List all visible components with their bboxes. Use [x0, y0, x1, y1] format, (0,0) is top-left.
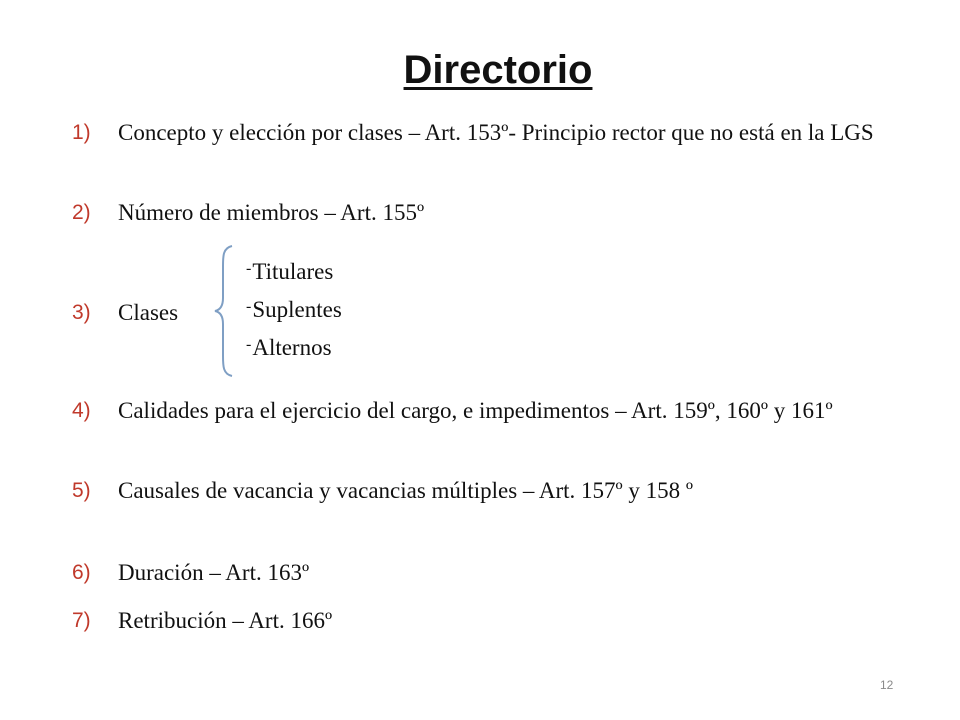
- list-item-5: [72, 476, 904, 506]
- slide-title: [0, 44, 960, 96]
- item-number: 6): [72, 561, 91, 584]
- list-item-1: [72, 118, 904, 148]
- item-text: Duración – Art. 163º: [118, 560, 310, 585]
- item-text: Número de miembros – Art. 155º: [118, 200, 425, 225]
- item-number: 7): [72, 609, 91, 632]
- item-text: Retribución – Art. 166º: [118, 608, 333, 633]
- slide-title-text: Directorio: [403, 48, 593, 92]
- item-text: Calidades para el ejercicio del cargo, e impedimentos – Art. 159º, 160º y 161º: [118, 398, 833, 423]
- sub-item-dash: -: [246, 336, 252, 353]
- list-item-7: [72, 606, 904, 636]
- page-number: 12: [880, 678, 894, 692]
- item-text: Concepto y elección por clases – Art. 153º- Principio rector que no está en la LGS: [118, 120, 874, 145]
- item-text: Clases: [118, 300, 179, 325]
- list-item-3: [72, 298, 904, 328]
- clases-sub-item-alternos: [246, 330, 332, 363]
- list-item-2: [72, 198, 904, 228]
- item-number: 4): [72, 399, 91, 422]
- list-item-6: [72, 558, 904, 588]
- item-number: 3): [72, 301, 91, 324]
- sub-item-dash: -: [246, 260, 252, 277]
- sub-item-dash: -: [246, 298, 252, 315]
- item-text: Causales de vacancia y vacancias múltiples – Art. 157º y 158 º: [118, 478, 694, 503]
- clases-sub-item-titulares: [246, 254, 333, 287]
- sub-item-label: Suplentes: [252, 297, 342, 322]
- list-item-4: [72, 396, 904, 426]
- item-number: 1): [72, 121, 91, 144]
- item-number: 2): [72, 201, 91, 224]
- sub-item-label: Titulares: [252, 259, 334, 284]
- curly-brace-icon: [212, 244, 236, 378]
- item-number: 5): [72, 479, 91, 502]
- clases-sub-item-suplentes: [246, 292, 342, 325]
- sub-item-label: Alternos: [252, 335, 332, 360]
